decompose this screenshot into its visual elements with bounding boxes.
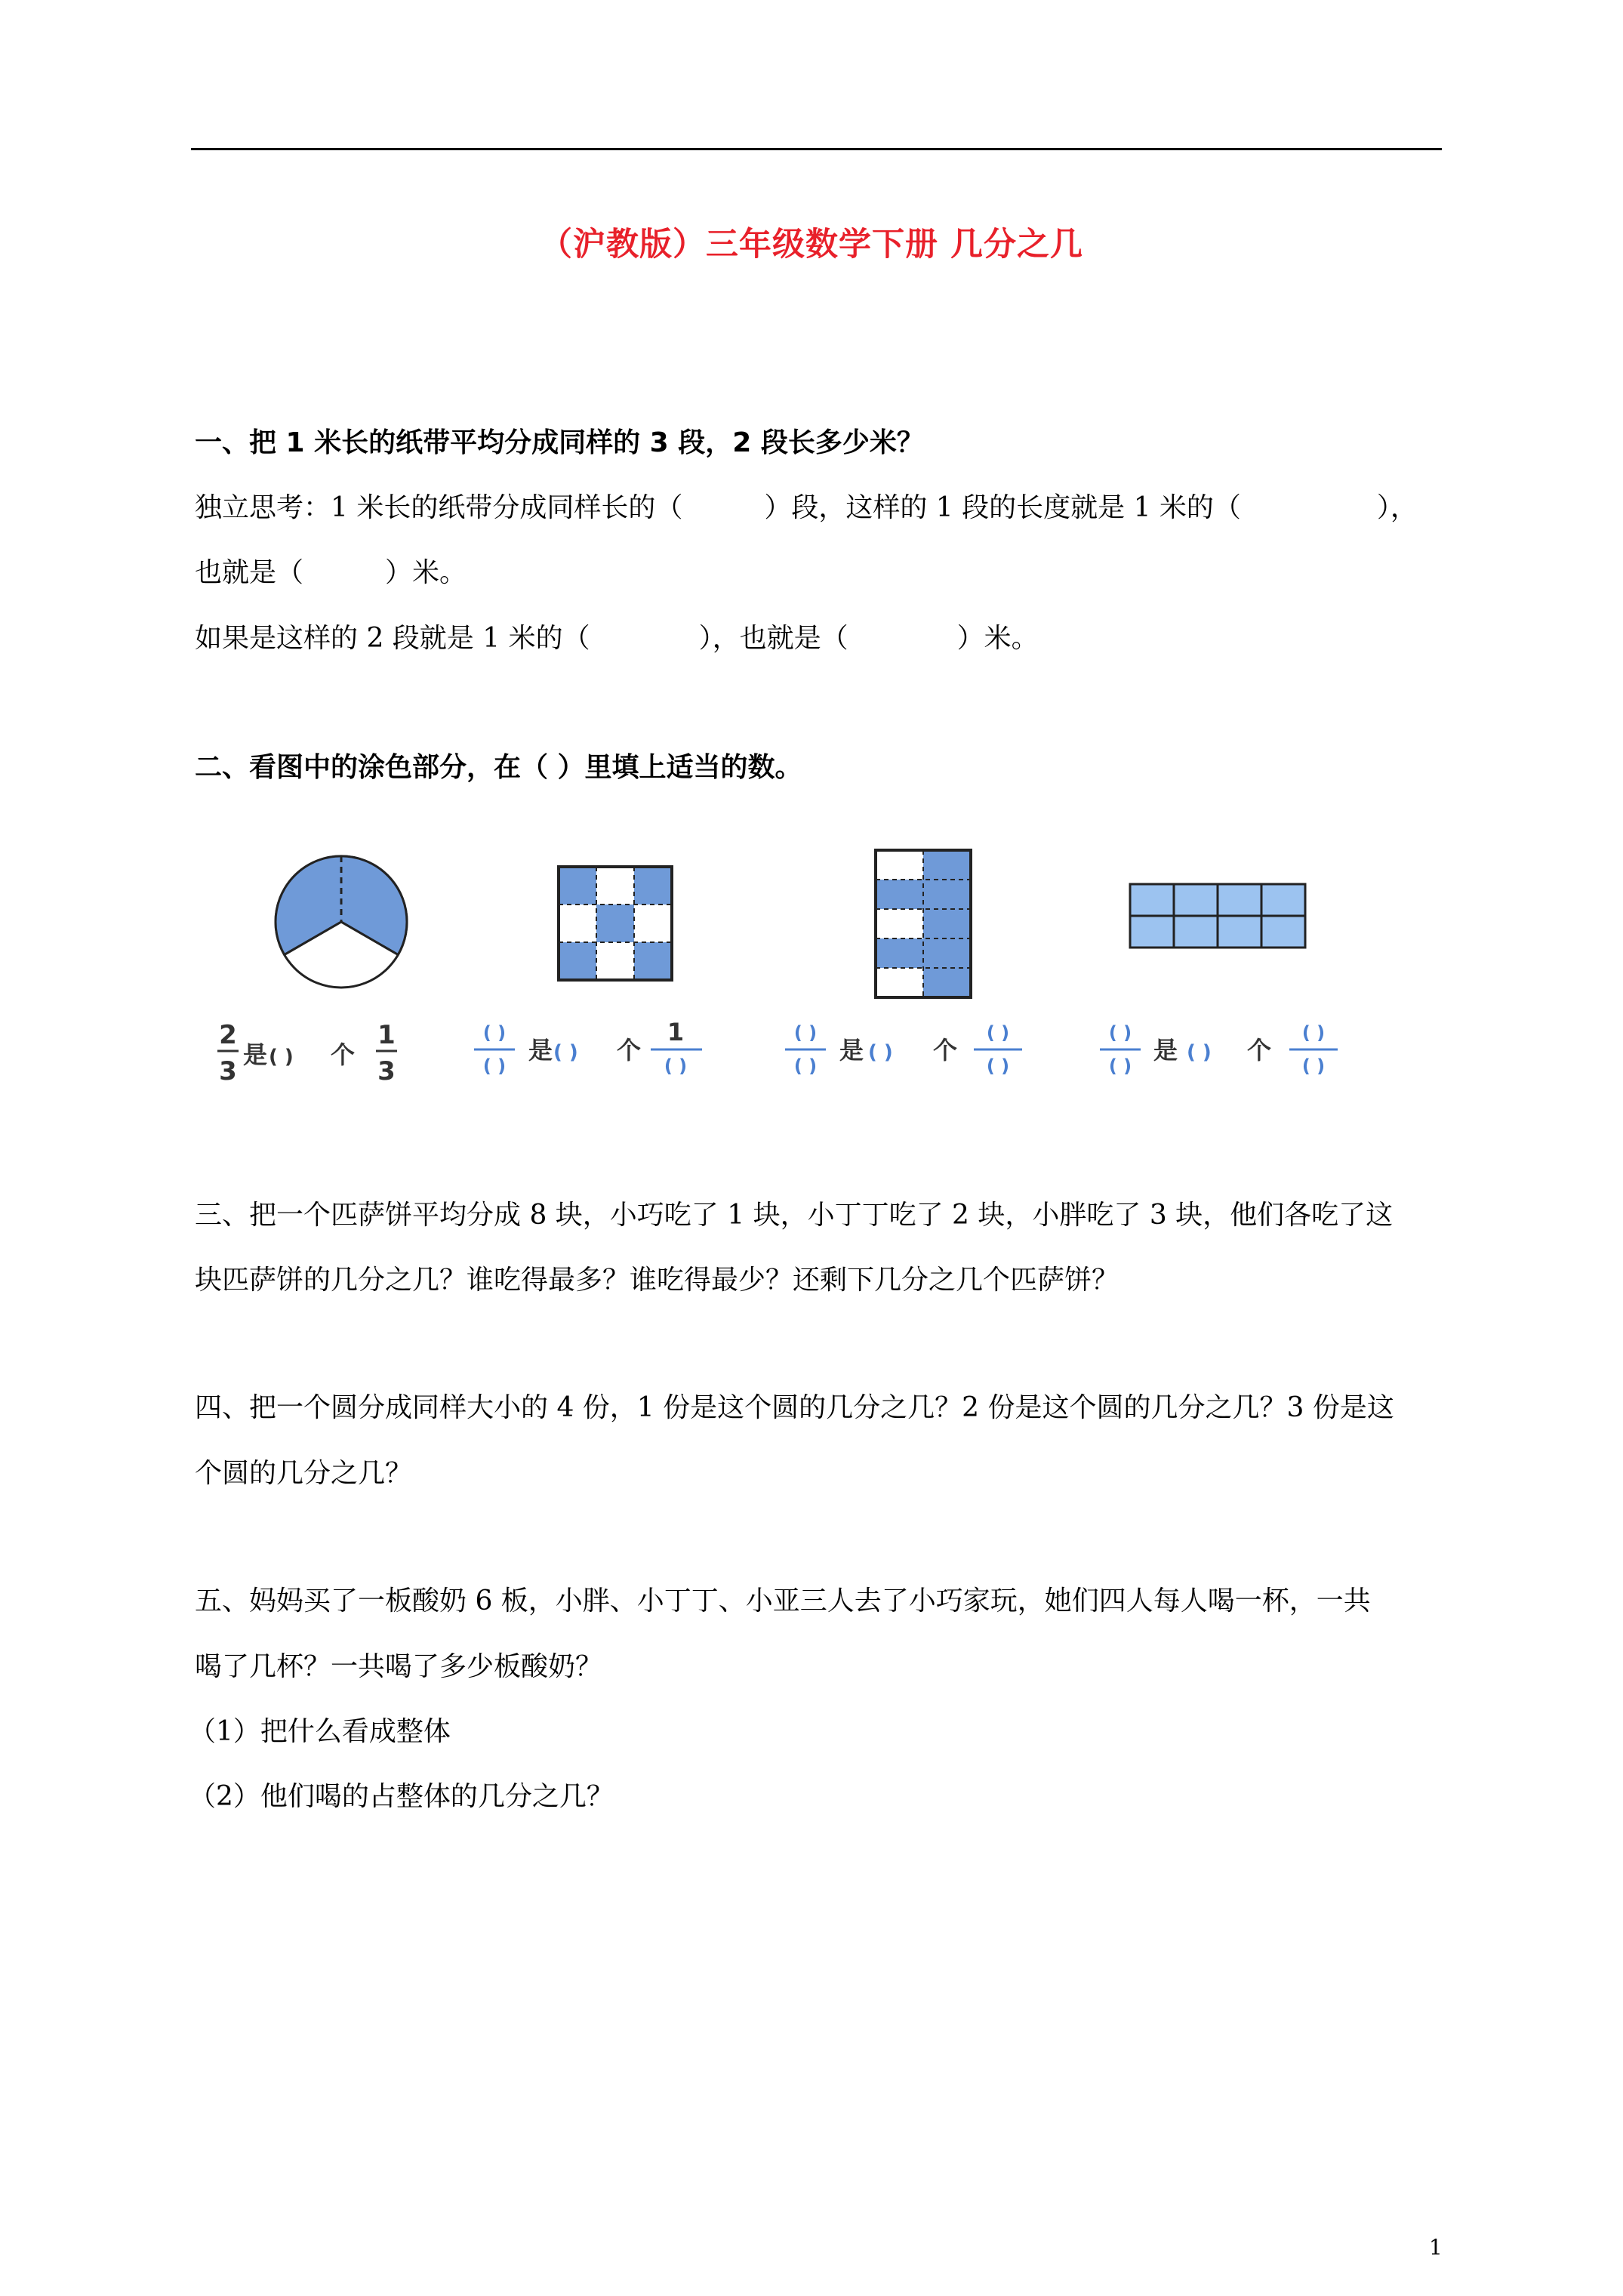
q5-sub2: （2）他们喝的占整体的几分之几？	[189, 1781, 614, 1812]
label-2-frac-den: ( )	[482, 1056, 507, 1077]
label-4	[1100, 1022, 1338, 1077]
label-2-unit-den: ( )	[664, 1056, 688, 1077]
q2-figures	[0, 838, 1623, 1110]
q1-heading: 一、把 1 米长的纸带平均分成同样的 3 段，2 段长多少米？	[195, 427, 924, 458]
q3-line2: 块匹萨饼的几分之几？谁吃得最多？谁吃得最少？还剩下几分之几个匹萨饼？	[195, 1265, 1119, 1296]
label-1-unit-num: 1	[377, 1020, 396, 1050]
label-4-is: 是	[1153, 1036, 1178, 1065]
label-4-ge: 个	[1247, 1036, 1272, 1065]
label-3-unit-den: ( )	[986, 1056, 1010, 1077]
label-2-unit-num: 1	[667, 1018, 685, 1046]
q5-sub1: （1）把什么看成整体	[189, 1716, 451, 1747]
q5-line1: 五、妈妈买了一板酸奶 6 板，小胖、小丁丁、小亚三人去了小巧家玩，她们四人每人喝一杯，一共	[195, 1586, 1371, 1616]
circle-figure	[276, 856, 407, 988]
header-rule	[191, 148, 1442, 150]
label-1-unit-den: 3	[377, 1056, 396, 1086]
label-3-frac-num: ( )	[793, 1022, 818, 1043]
label-4-unit-den: ( )	[1301, 1056, 1326, 1077]
label-3-blank: ( )	[868, 1041, 893, 1064]
label-2-blank: ( )	[553, 1041, 578, 1064]
label-2-frac-num: ( )	[482, 1022, 507, 1043]
label-2	[474, 1018, 702, 1077]
wide-grid-figure	[1130, 884, 1305, 948]
label-3	[785, 1022, 1022, 1077]
q1-line2: 也就是（ ）米。	[195, 557, 467, 588]
label-4-frac-num: ( )	[1108, 1022, 1132, 1043]
q1-line3: 如果是这样的 2 段就是 1 米的（ ），也就是（ ）米。	[195, 623, 1039, 654]
label-1-ge: 个	[331, 1040, 356, 1069]
label-3-is: 是	[839, 1036, 864, 1065]
q5-line2: 喝了几杯？一共喝了多少板酸奶？	[195, 1651, 603, 1682]
label-3-ge: 个	[933, 1036, 958, 1065]
label-2-ge: 个	[617, 1036, 642, 1065]
label-4-blank: ( )	[1187, 1041, 1212, 1064]
page-title: （沪教版）三年级数学下册 几分之几	[540, 226, 1083, 264]
checker-grid-figure	[559, 867, 672, 980]
label-1-blank: ( )	[269, 1046, 294, 1068]
label-3-frac-den: ( )	[793, 1056, 818, 1077]
q3-line1: 三、把一个匹萨饼平均分成 8 块，小巧吃了 1 块，小丁丁吃了 2 块，小胖吃了 3 块，他们各吃了这	[195, 1200, 1394, 1231]
label-1-frac-den: 3	[219, 1056, 237, 1086]
label-4-unit-num: ( )	[1301, 1022, 1326, 1043]
label-4-frac-den: ( )	[1108, 1056, 1132, 1077]
q4-line2: 个圆的几分之几？	[195, 1458, 413, 1489]
label-2-is: 是	[528, 1036, 553, 1065]
label-1-frac-num: 2	[219, 1020, 237, 1050]
q2-heading: 二、看图中的涂色部分，在（ ）里填上适当的数。	[195, 752, 802, 783]
label-1-is: 是	[243, 1040, 268, 1069]
label-3-unit-num: ( )	[986, 1022, 1010, 1043]
label-1	[217, 1020, 397, 1086]
tall-rectangle-figure	[876, 850, 971, 997]
q4-line1: 四、把一个圆分成同样大小的 4 份，1 份是这个圆的几分之几？2 份是这个圆的几分之几？3 份是这	[195, 1392, 1394, 1423]
q2-figures-svg	[0, 838, 1623, 1110]
page-number: 1	[1429, 2235, 1443, 2260]
q1-line1: 独立思考：1 米长的纸带分成同样长的（ ）段，这样的 1 段的长度就是 1 米的（ ），	[195, 492, 1418, 523]
